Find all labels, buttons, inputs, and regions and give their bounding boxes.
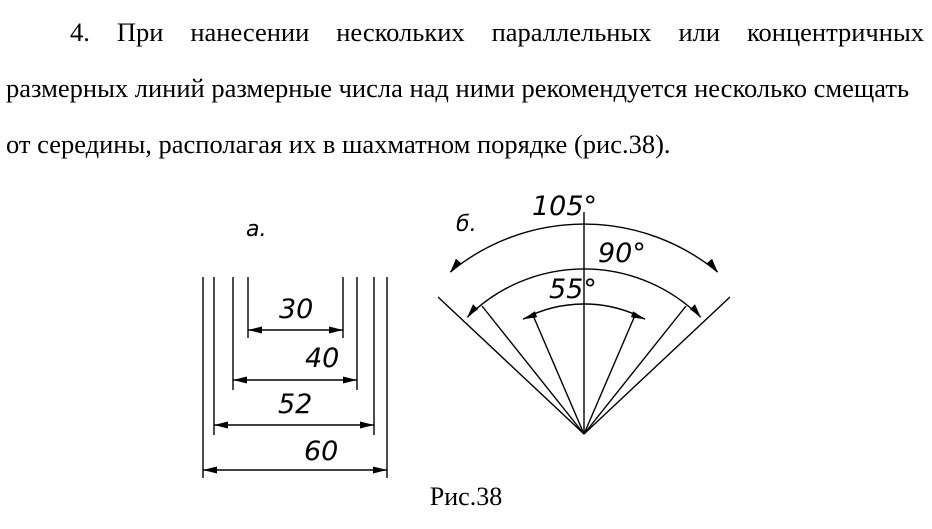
arrowhead [233,377,247,384]
ray-105-right [584,297,730,434]
paragraph-line-1: 4. При нанесении нескольких параллельных или концентричных [70,17,924,47]
arrowhead [203,467,217,474]
dimension-label-105: 105° [532,191,598,222]
arrowhead [329,327,343,334]
arrowhead [343,377,357,384]
dimension-label-30: 30 [279,294,314,325]
panel-b-label: б. [456,212,477,237]
arrowhead [690,304,701,317]
panel-a-drawing [203,217,387,478]
figure-caption: Рис.38 [429,482,503,511]
dimension-label-90: 90° [598,238,646,269]
dimension-label-60: 60 [304,436,339,467]
arrowhead [373,467,387,474]
panel-b-drawing [438,191,730,434]
ray-90-left [482,306,584,434]
dimension-label-52: 52 [278,389,313,420]
paragraph-line-2: размерных линий размерные числа над ними рекомендуется несколько смещать [6,73,910,103]
arrowhead [631,311,645,319]
arrowhead [467,304,478,317]
dimension-label-55: 55° [549,274,597,305]
arrowhead [214,422,228,429]
ray-105-left [438,297,584,434]
ray-90-right [584,306,686,434]
panel-a-label: а. [246,217,267,242]
ray-55-left [532,313,584,434]
paragraph-line-3: от середины, располагая их в шахматном порядке (рис.38). [6,129,671,159]
arrowhead [360,422,374,429]
ray-55-right [584,313,636,434]
arrowhead [248,327,262,334]
dimension-label-40: 40 [305,343,340,374]
arrowhead [523,311,537,319]
